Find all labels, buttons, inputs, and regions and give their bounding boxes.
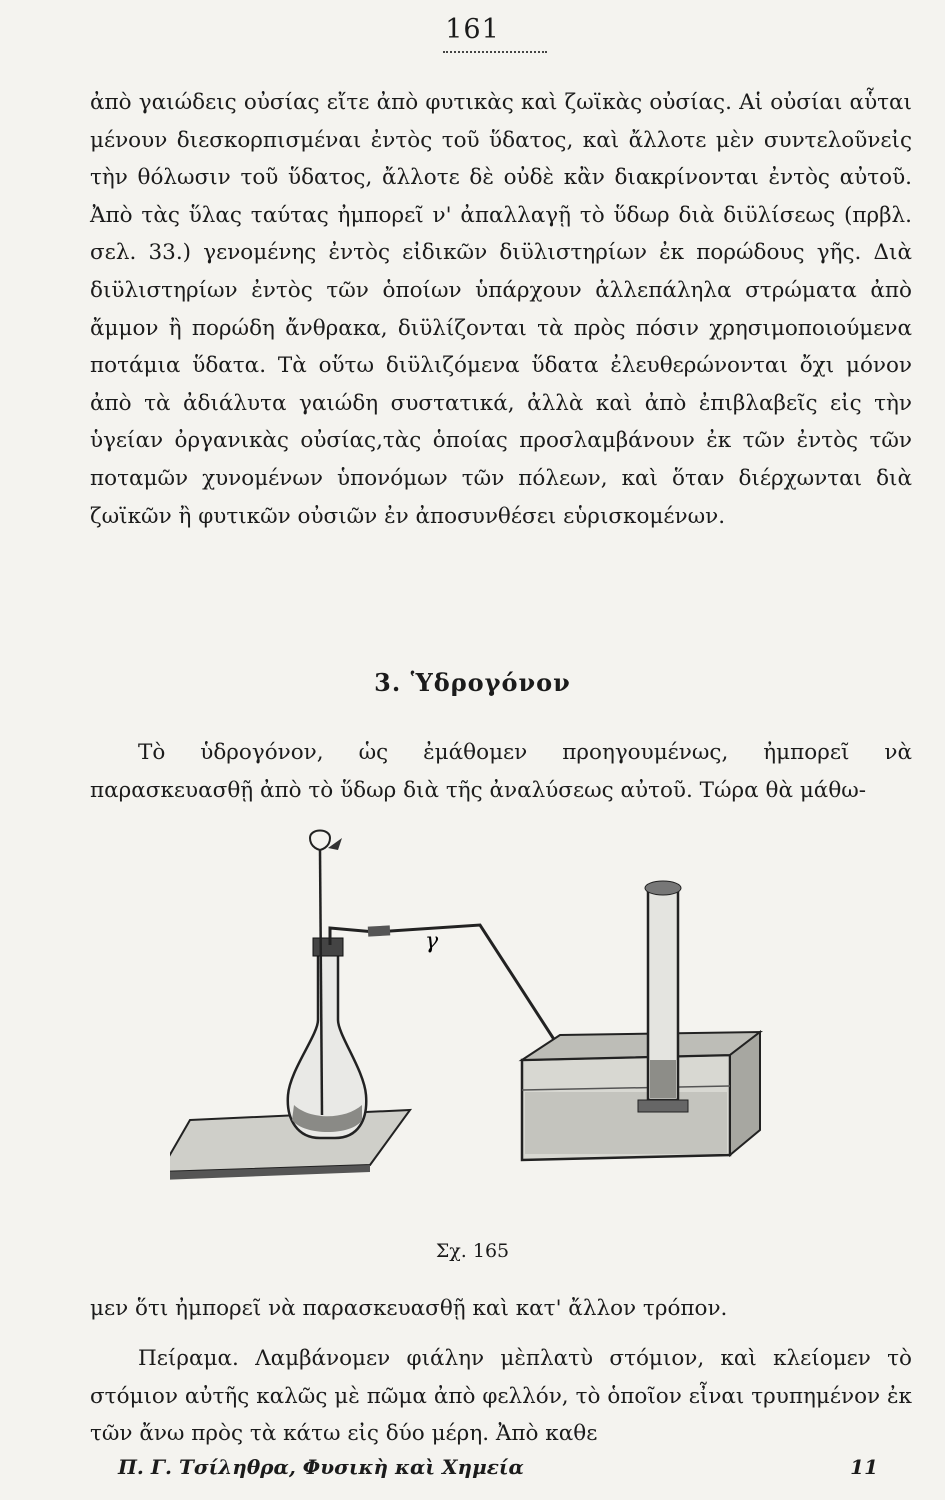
footer: [118, 1455, 878, 1479]
figure-label-gamma: γ: [425, 929, 439, 954]
paragraph-text: Τὸ ὑδρογόνον, ὡς ἐμάθομεν προηγουμένως, ἠμπορεῖ νὰ παρασκευασθῇ ἀπὸ τὸ ὕδωρ διὰ τῆς ἀναλύσεως αὐτοῦ. Τώρα θὰ μάθω-: [90, 740, 912, 803]
paragraph-text: ἀπὸ γαιώδεις οὐσίας εἴτε ἀπὸ φυτικὰς καὶ ζωϊκὰς οὐσίας. Αἱ οὐσίαι αὗται μένουν διεσκορπισμέναι ἐντὸς τοῦ ὕδατος, καὶ ἄλλοτε μὲν συντελοῦνεἰς τὴν θόλωσιν τοῦ ὕδατος, ἄλλοτε δὲ οὐδὲ κἂν διακρίνονται ἐντὸς αὐτοῦ. Ἀπὸ τὰς ὕλας ταύτας ἠμπορεῖ ν' ἀπαλλαγῇ τὸ ὕδωρ διὰ διϋλίσεως (πρβλ. σελ. 33.) γενομένης ἐντὸς εἰδικῶν διϋλιστηρίων ἐκ πορώδους γῆς. Διὰ διϋλιστηρίων ἐντὸς τῶν ὁποίων ὑπάρχουν ἀλλεπάληλα στρώματα ἀπὸ ἄμμον ἢ πορώδη ἄνθρακα, διϋλίζονται τὰ πρὸς πόσιν χρησιμοποιούμενα ποτάμια ὕδατα. Τὰ οὕτω διϋλιζόμενα ὕδατα ἐλευθερώνονται ὄχι μόνον ἀπὸ τὰ ἀδιάλυτα γαιώδη συστατικά, ἀλλὰ καὶ ἀπὸ ἐπιβλαβεῖς εἰς τὴν ὑγείαν ὀργανικὰς οὐσίας,τὰς ὁποίας προσλαμβάνουν ἐκ τῶν ἐντὸς τῶν ποταμῶν χυνομένων ὑπονόμων τῶν πόλεων, καὶ ὅταν διέρχωνται διὰ ζωϊκῶν ἢ φυτικῶν οὐσιῶν ἐν ἀποσυνθέσει εὑρισκομένων.: [90, 90, 912, 529]
page-number: 161: [445, 14, 500, 45]
paragraph-hydrogen-intro: [90, 734, 912, 809]
figure-caption: Σχ. 165: [435, 1240, 510, 1262]
cork-stopper: [313, 938, 343, 956]
footer-signature: 11: [850, 1455, 878, 1479]
section-heading: 3. Ὑδρογόνον: [374, 668, 571, 697]
footer-author: Π. Γ. Τσίληθρα, Φυσικὴ καὶ Χημεία: [118, 1455, 524, 1479]
paragraph-text: μεν ὅτι ἠμπορεῖ νὰ παρασκευασθῇ καὶ κατ' ἄλλον τρόπον.: [90, 1296, 728, 1321]
paragraph-text: Πείραμα. Λαμβάνομεν φιάλην μὲπλατὺ στόμιον, καὶ κλείομεν τὸ στόμιον αὐτῆς καλῶς μὲ πῶμα ἀπὸ φελλόν, τὸ ὁποῖον εἶναι τρυπημένον ἐκ τῶν ἄνω πρὸς τὰ κάτω εἰς δύο μέρη. Ἀπὸ καθε: [90, 1346, 912, 1447]
rubber-connector: [368, 925, 390, 936]
header-divider: [443, 51, 547, 53]
paragraph-experiment: [90, 1340, 912, 1453]
thistle-funnel: [310, 831, 330, 851]
paragraph-continuation: [90, 1290, 912, 1328]
paragraph-filtration: [90, 84, 912, 535]
beehive-shelf: [638, 1100, 688, 1112]
hydrogen-apparatus-illustration: [170, 820, 790, 1220]
